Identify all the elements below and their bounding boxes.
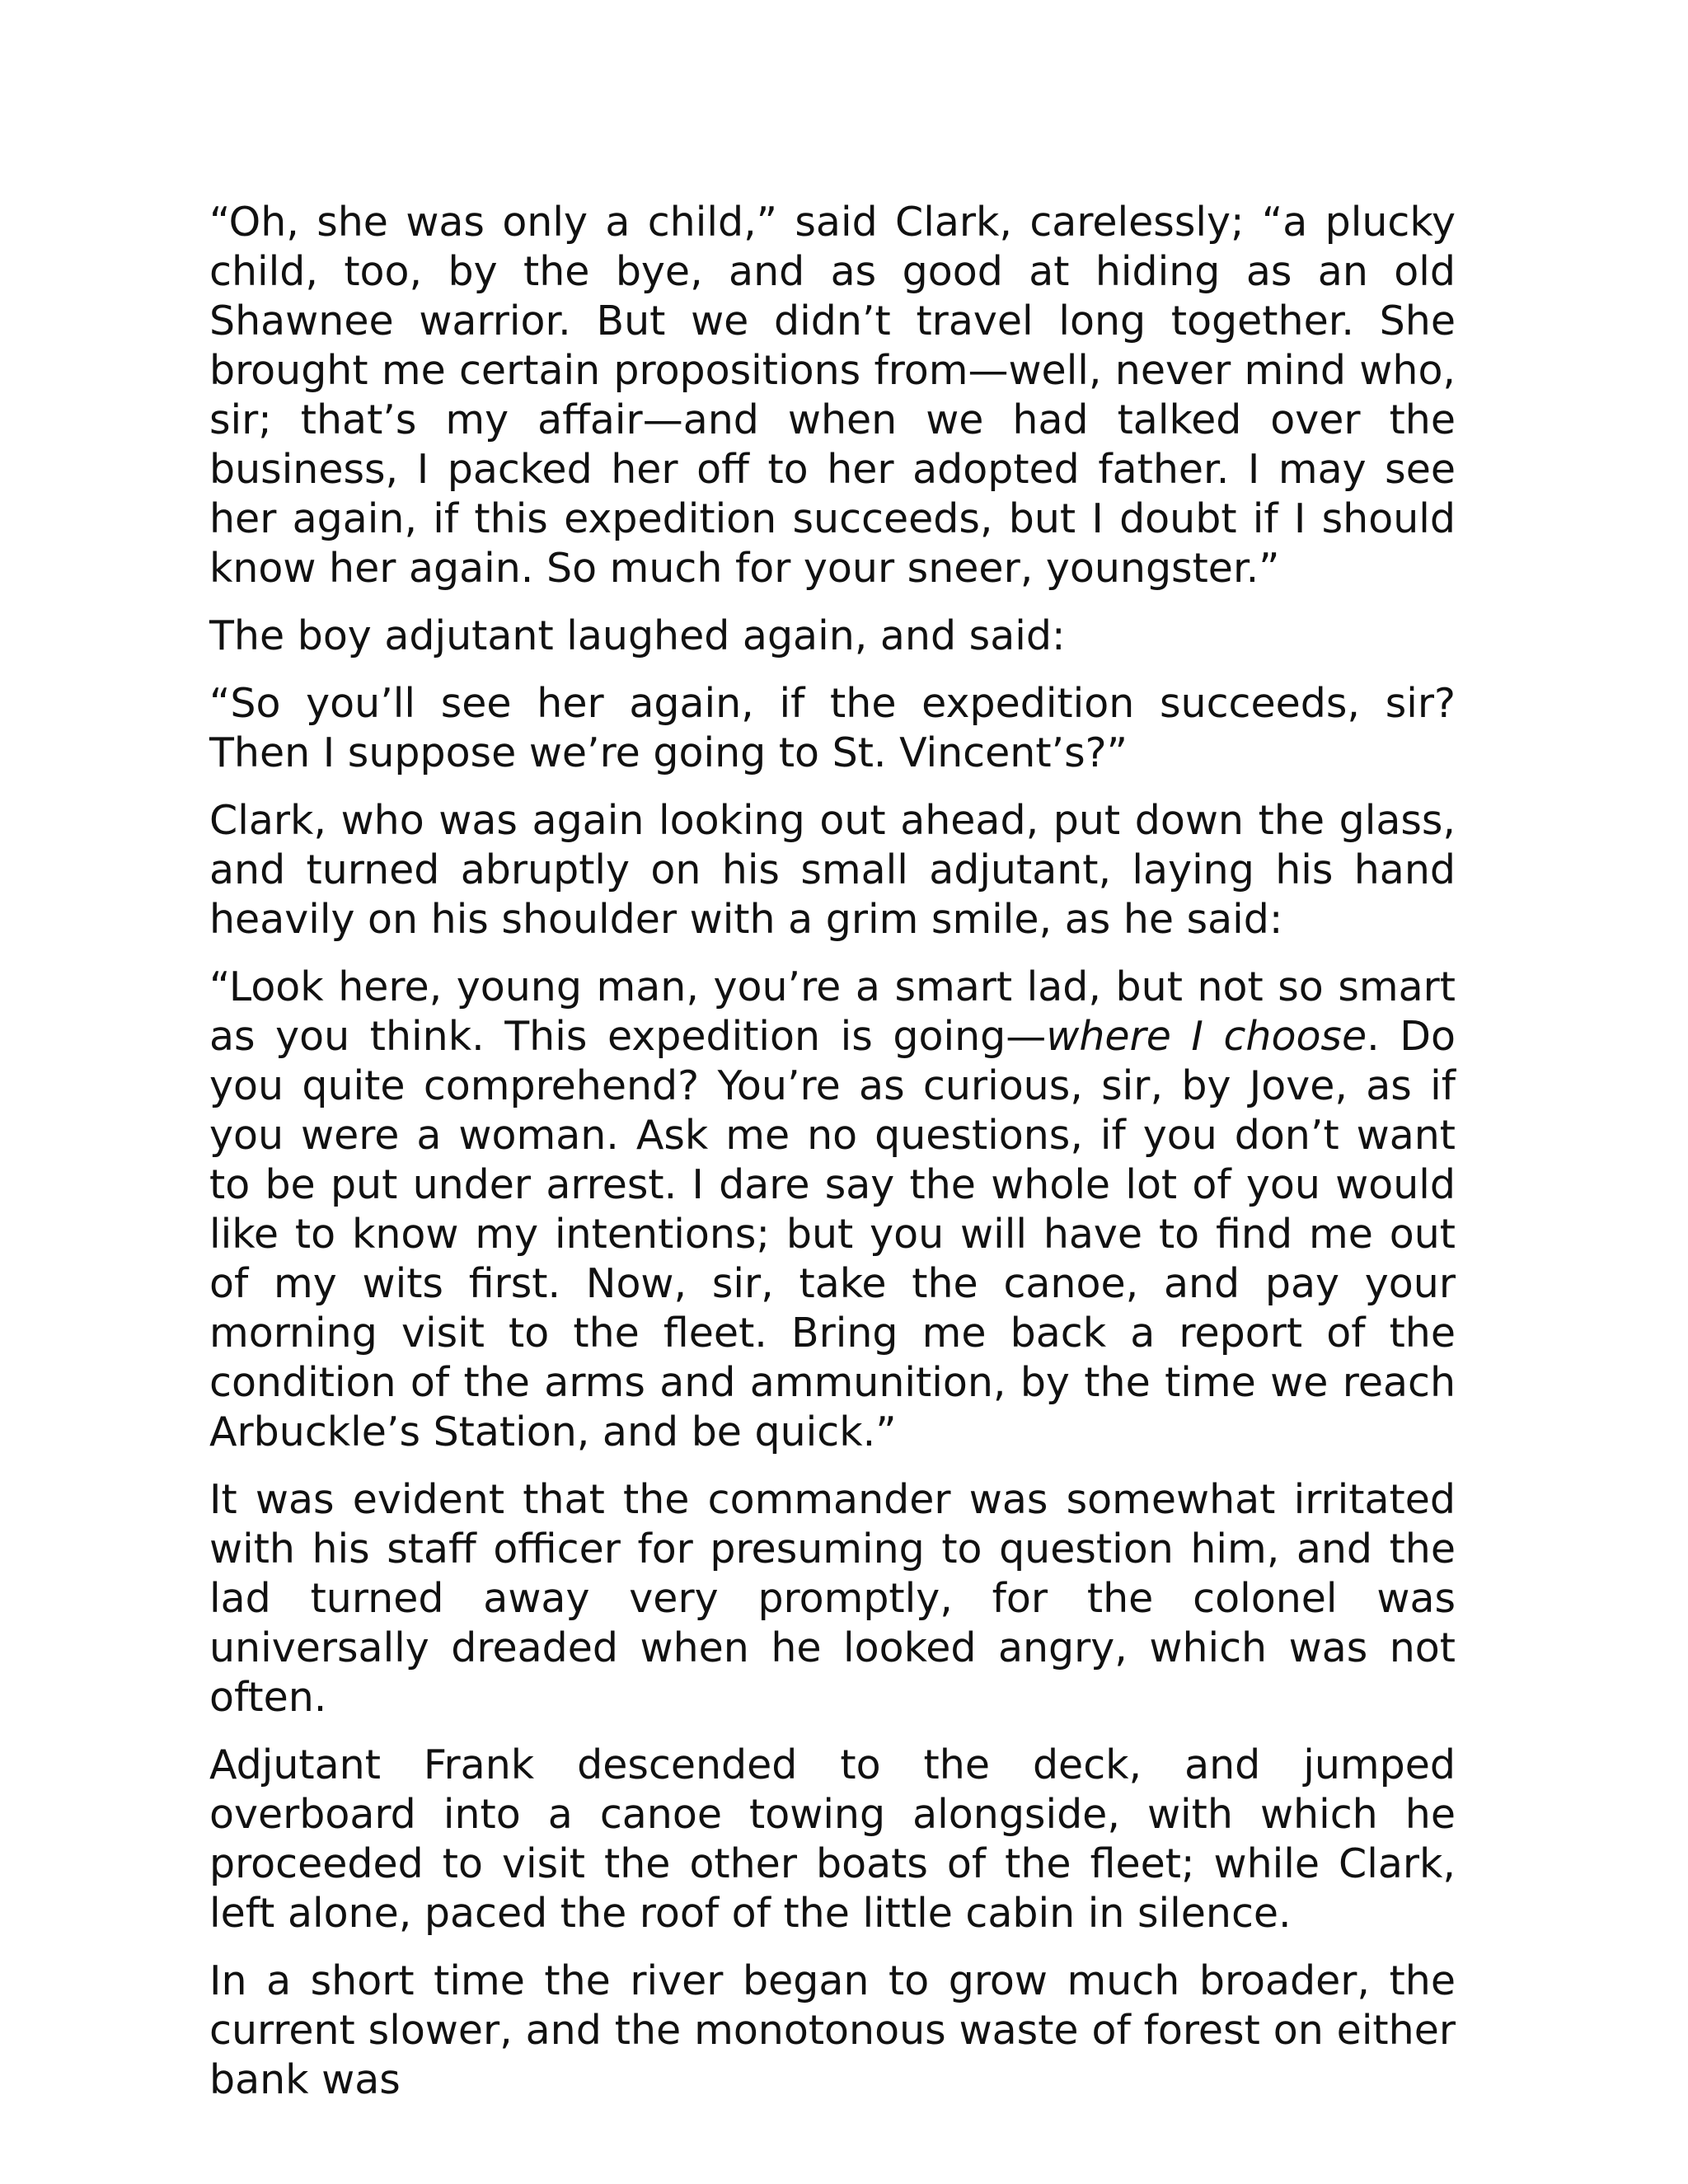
paragraph-2: The boy adjutant laughed again, and said: <box>209 612 1066 659</box>
paragraph-7: Adjutant Frank descended to the deck, and jumped overboard into a canoe towing alongside, with which he proceeded to visit the other boats of the fleet; while Clark, left alone, paced the roof of the little cabin in silence. <box>209 1741 1456 1937</box>
paragraph-5-before: “Look here, young man, you’re a smart lad, but not so smart as you think. This expedition is going— <box>209 963 1456 1060</box>
paragraph-3: “So you’ll see her again, if the expedition succeeds, sir? Then I suppose we’re going to St. Vincent’s?” <box>209 680 1456 776</box>
paragraph-4: Clark, who was again looking out ahead, put down the glass, and turned abruptly on his small adjutant, laying his hand heavily on his shoulder with a grim smile, as he said: <box>209 797 1456 943</box>
page-body <box>209 198 1456 2123</box>
paragraph-5 <box>209 963 1456 1457</box>
paragraph-1: “Oh, she was only a child,” said Clark, carelessly; “a plucky child, too, by the bye, and as good at hiding as an old Shawnee warrior. But we didn’t travel long together. She brought me certain propositions from—well, never mind who, sir; that’s my affair—and when we had talked over the business, I packed her off to her adopted father. I may see her again, if this expedition succeeds, but I doubt if I should know her again. So much for your sneer, youngster.” <box>209 199 1456 592</box>
paragraph-5-after: . Do you quite comprehend? You’re as curious, sir, by Jove, as if you were a woman. Ask me no questions, if you don’t want to be put under arrest. I dare say the whole lot of you would like to know my intentions; but you will have to find me out of my wits first. Now, sir, take the canoe, and pay your morning visit to the fleet. Bring me back a report of the condition of the arms and ammunition, by the time we reach Arbuckle’s Station, and be quick.” <box>209 1013 1456 1455</box>
paragraph-8: In a short time the river began to grow much broader, the current slower, and the monotonous waste of forest on either bank was <box>209 1957 1456 2103</box>
paragraph-6: It was evident that the commander was somewhat irritated with his staff officer for presuming to question him, and the lad turned away very promptly, for the colonel was universally dreaded when he looked angry, which was not often. <box>209 1476 1456 1721</box>
paragraph-5-italic: where I choose <box>1046 1013 1367 1060</box>
